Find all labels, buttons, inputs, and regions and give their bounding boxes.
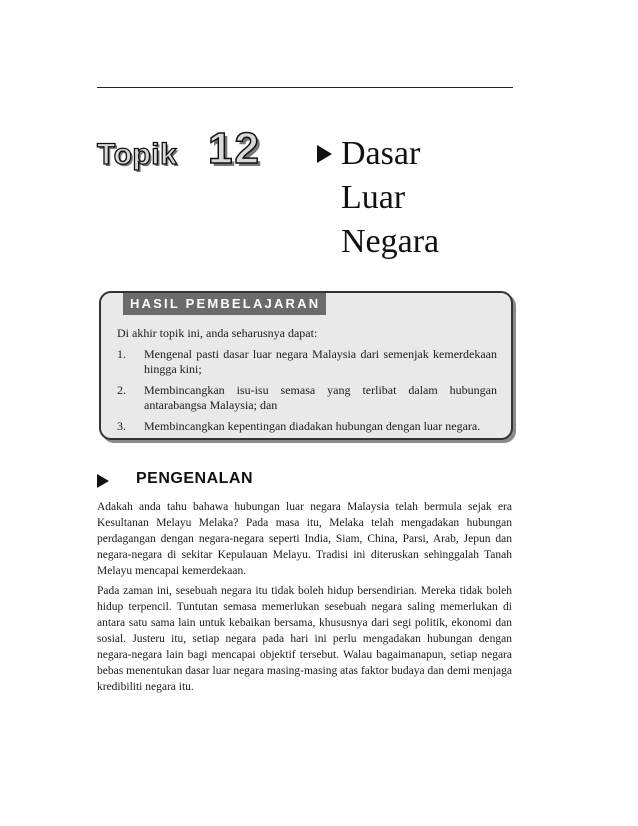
topic-title-line: Negara xyxy=(341,223,440,260)
topic-label: Topik xyxy=(97,138,178,171)
outcome-text: Membincangkan kepentingan diadakan hubungan dengan luar negara. xyxy=(144,419,481,433)
section-heading: PENGENALAN xyxy=(136,470,254,487)
top-rule xyxy=(97,87,513,88)
title-arrow-icon xyxy=(317,145,332,163)
learning-outcomes-intro: Di akhir topik ini, anda seharusnya dapat: xyxy=(117,326,318,340)
learning-outcomes-heading: HASIL PEMBELAJARAN xyxy=(123,293,326,315)
topic-title-line: Dasar xyxy=(341,135,421,172)
outcome-item xyxy=(117,347,497,377)
topic-title-line: Luar xyxy=(341,179,406,216)
topic-number: 12 xyxy=(208,124,261,173)
section-arrow-icon xyxy=(97,474,109,488)
outcome-number: 1. xyxy=(117,347,126,361)
outcome-text: Membincangkan isu-isu semasa yang terlibat dalam hubungan antarabangsa Malaysia; dan xyxy=(144,383,497,412)
outcome-item xyxy=(117,419,497,434)
outcome-text: Mengenal pasti dasar luar negara Malaysia dari semenjak kemerdekaan hingga kini; xyxy=(144,347,497,376)
outcome-item xyxy=(117,383,497,413)
outcome-number: 3. xyxy=(117,419,126,433)
learning-outcomes-list xyxy=(117,347,497,440)
body-paragraph: Pada zaman ini, sesebuah negara itu tidak boleh hidup bersendirian. Mereka tidak boleh hidup terpencil. Tuntutan semasa memerlukan sesebuah negara saling memerlukan di antara satu sama lain untuk kebaikan bersama, khususnya dari segi politik, ekonomi dan sosial. Justeru itu, setiap negara pada hari ini perlu mengadakan hubungan dengan negara-negara lain bagi mencapai objektif tersebut. Walau bagaimanapun, setiap negara bebas menentukan dasar luar negara masing-masing atas faktor budaya dan demi menjaga kredibiliti negara itu. xyxy=(97,585,512,693)
outcome-number: 2. xyxy=(117,383,126,397)
section-body xyxy=(97,499,512,699)
body-paragraph: Adakah anda tahu bahawa hubungan luar negara Malaysia telah bermula sejak era Kesultanan Melayu Melaka? Pada masa itu, Melaka telah mengadakan hubungan perdagangan dengan negara-negara seperti India, Siam, China, Parsi, Arab, Jepun dan negara-negara di sekitar Kepulauan Melayu. Tradisi ini diteruskan sehinggalah Tanah Melayu mencapai kemerdekaan. xyxy=(97,501,512,577)
topic-title xyxy=(341,132,439,264)
